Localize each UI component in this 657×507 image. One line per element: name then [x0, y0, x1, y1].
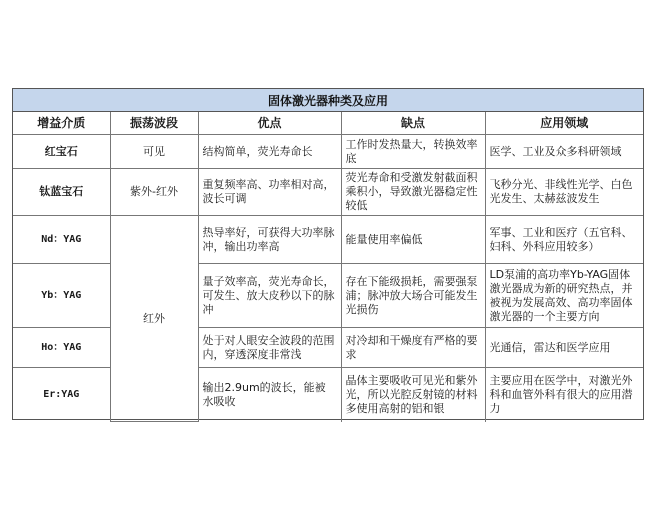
medium-cell: Nd：YAG [13, 216, 110, 264]
cons-cell: 工作时发热量大，转换效率底 [341, 135, 485, 169]
table-title: 固体激光器种类及应用 [13, 89, 643, 112]
header-band: 振荡波段 [110, 112, 198, 135]
table-row [13, 328, 643, 368]
table-row [13, 216, 643, 264]
laser-types-table [13, 112, 643, 422]
apps-cell: 军事、工业和医疗（五官科、妇科、外科应用较多） [485, 216, 643, 264]
cons-cell: 对冷却和干燥度有严格的要求 [341, 328, 485, 368]
medium-cell: Ho：YAG [13, 328, 110, 368]
apps-cell: 飞秒分光、非线性光学、白色光发生、太赫兹波发生 [485, 169, 643, 216]
apps-cell: LD泵浦的高功率Yb-YAG固体激光器成为新的研究热点，并被视为发展高效、高功率固体激光器的一个主要方向 [485, 264, 643, 328]
header-medium: 增益介质 [13, 112, 110, 135]
pros-cell: 重复频率高、功率相对高，波长可调 [198, 169, 341, 216]
pros-cell: 量子效率高，荧光寿命长，可发生、放大皮秒以下的脉冲 [198, 264, 341, 328]
apps-cell: 光通信，雷达和医学应用 [485, 328, 643, 368]
band-cell: 紫外-红外 [110, 169, 198, 216]
cons-cell: 存在下能级损耗，需要强泵浦；脉冲放大场合可能发生光损伤 [341, 264, 485, 328]
header-cons: 缺点 [341, 112, 485, 135]
header-apps: 应用领域 [485, 112, 643, 135]
pros-cell: 结构简单，荧光寿命长 [198, 135, 341, 169]
header-pros: 优点 [198, 112, 341, 135]
cons-cell: 能量使用率偏低 [341, 216, 485, 264]
medium-cell: 红宝石 [13, 135, 110, 169]
apps-cell: 医学、工业及众多科研领域 [485, 135, 643, 169]
laser-table-sheet [12, 88, 644, 420]
band-cell: 可见 [110, 135, 198, 169]
table-row [13, 264, 643, 328]
table-row [13, 169, 643, 216]
band-cell-merged: 红外 [110, 216, 198, 422]
medium-cell: 钛蓝宝石 [13, 169, 110, 216]
table-row [13, 135, 643, 169]
apps-cell: 主要应用在医学中，对激光外科和血管外科有很大的应用潜力 [485, 368, 643, 422]
pros-cell: 处于对人眼安全波段的范围内，穿透深度非常浅 [198, 328, 341, 368]
medium-cell: Yb：YAG [13, 264, 110, 328]
pros-cell: 输出2.9um的波长，能被水吸收 [198, 368, 341, 422]
cons-cell: 晶体主要吸收可见光和紫外光，所以光腔反射镜的材料多使用高射的铝和银 [341, 368, 485, 422]
table-row [13, 368, 643, 422]
cons-cell: 荧光寿命和受激发射截面积乘积小，导致激光器稳定性较低 [341, 169, 485, 216]
header-row [13, 112, 643, 135]
pros-cell: 热导率好，可获得大功率脉冲，输出功率高 [198, 216, 341, 264]
medium-cell: Er:YAG [13, 368, 110, 422]
